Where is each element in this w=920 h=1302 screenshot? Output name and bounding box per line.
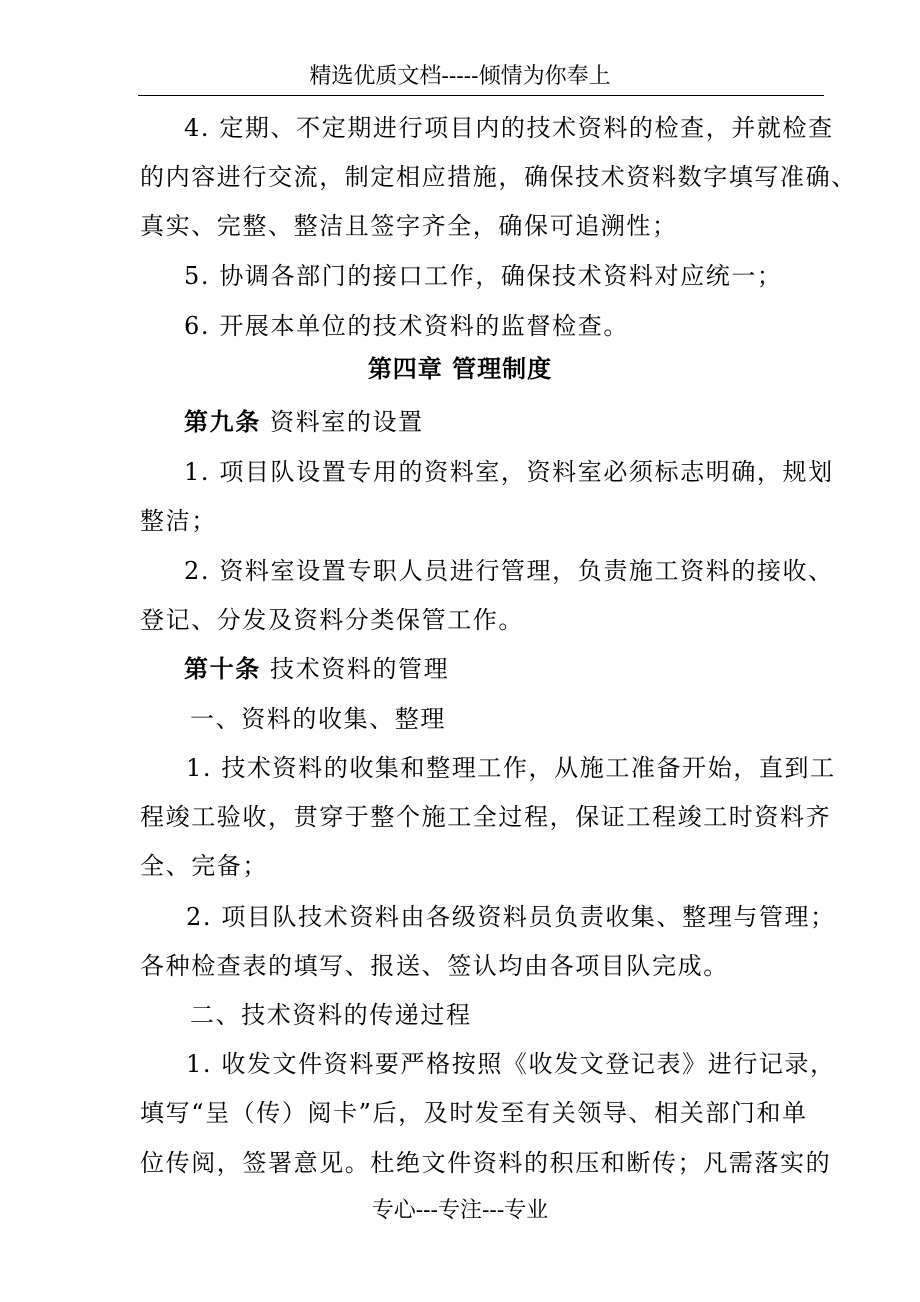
section-heading: 二、技术资料的传递过程 — [190, 1001, 472, 1029]
page-footer: 专心---专注---专业 — [371, 1198, 549, 1223]
article-label: 第九条 — [184, 407, 261, 436]
paragraph-line: 登记、分发及资料分类保管工作。 — [140, 606, 524, 634]
paragraph-line: 1. 技术资料的收集和整理工作，从施工准备开始，直到工 — [186, 754, 836, 782]
article-heading — [184, 653, 824, 685]
chapter-title: 第四章 管理制度 — [367, 354, 553, 383]
header-divider — [138, 95, 824, 96]
paragraph-line: 程竣工验收，贯穿于整个施工全过程，保证工程竣工时资料齐 — [140, 803, 832, 831]
paragraph-line: 2. 项目队技术资料由各级资料员负责收集、整理与管理； — [186, 903, 836, 931]
paragraph-line: 5. 协调各部门的接口工作，确保技术资料对应统一； — [184, 262, 783, 290]
article-title: 技术资料的管理 — [270, 655, 450, 683]
paragraph-line: 真实、完整、整洁且签字齐全，确保可追溯性； — [140, 212, 678, 240]
paragraph-line: 全、完备； — [140, 852, 268, 880]
paragraph-line: 1. 收发文件资料要严格按照《收发文登记表》进行记录， — [186, 1050, 836, 1078]
paragraph-line: 4. 定期、不定期进行项目内的技术资料的检查，并就检查 — [184, 114, 834, 142]
paragraph-line: 各种检查表的填写、报送、签认均由各项目队完成。 — [140, 952, 729, 980]
paragraph-line: 1. 项目队设置专用的资料室，资料室必须标志明确，规划 — [184, 458, 834, 486]
paragraph-line: 2. 资料室设置专职人员进行管理，负责施工资料的接收、 — [184, 557, 834, 585]
article-label: 第十条 — [184, 654, 261, 683]
page-header: 精选优质文档-----倾情为你奉上 — [309, 64, 611, 89]
paragraph-line: 填写“呈（传）阅卡”后，及时发至有关领导、相关部门和单 — [140, 1099, 808, 1127]
article-heading — [184, 406, 824, 438]
article-title: 资料室的设置 — [270, 408, 424, 436]
paragraph-line: 6. 开展本单位的技术资料的监督检查。 — [184, 312, 629, 340]
paragraph-line: 位传阅，签署意见。杜绝文件资料的积压和断传；凡需落实的 — [140, 1149, 832, 1177]
section-heading: 一、资料的收集、整理 — [190, 705, 446, 733]
paragraph-line: 整洁； — [140, 507, 217, 535]
paragraph-line: 的内容进行交流，制定相应措施，确保技术资料数字填写准确、 — [140, 163, 857, 191]
